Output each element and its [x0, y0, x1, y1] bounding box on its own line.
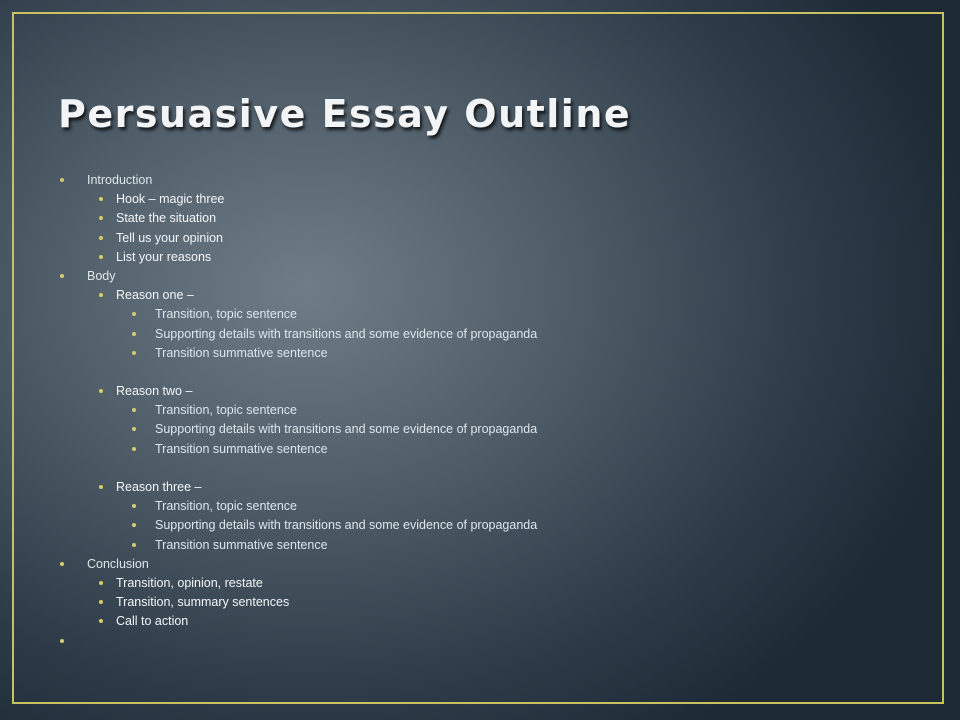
bullet-icon	[132, 332, 136, 336]
bullet-icon	[60, 274, 64, 278]
slide-title: Persuasive Essay Outline	[58, 92, 632, 136]
bullet-icon	[99, 236, 103, 240]
bullet-icon	[99, 255, 103, 259]
bullet-icon	[60, 639, 64, 643]
bullet-icon	[132, 351, 136, 355]
bullet-icon	[99, 581, 103, 585]
bullet-icon	[60, 562, 64, 566]
bullet-icon	[132, 543, 136, 547]
bullet-icon	[132, 447, 136, 451]
slide: Persuasive Essay Outline Introduction Hook – magic three State the situation Tell us your opinion List your reasons Body Reason one – Transition, topic sentence Supporting details with transitions and some evidence of propaganda Transition summative sentence Reason two – Transition, topic sentence Supporting details with transitions and some evidence of propaganda Transition summative sentence Reason three – Transition, topic sentence Supporting details with transitions and some evidence of propaganda Transition summative sentence Conclusion Transition, opinion, restate Transition, summary sentences Call to action	[0, 0, 960, 720]
bullet-icon	[60, 178, 64, 182]
bullet-icon	[99, 485, 103, 489]
